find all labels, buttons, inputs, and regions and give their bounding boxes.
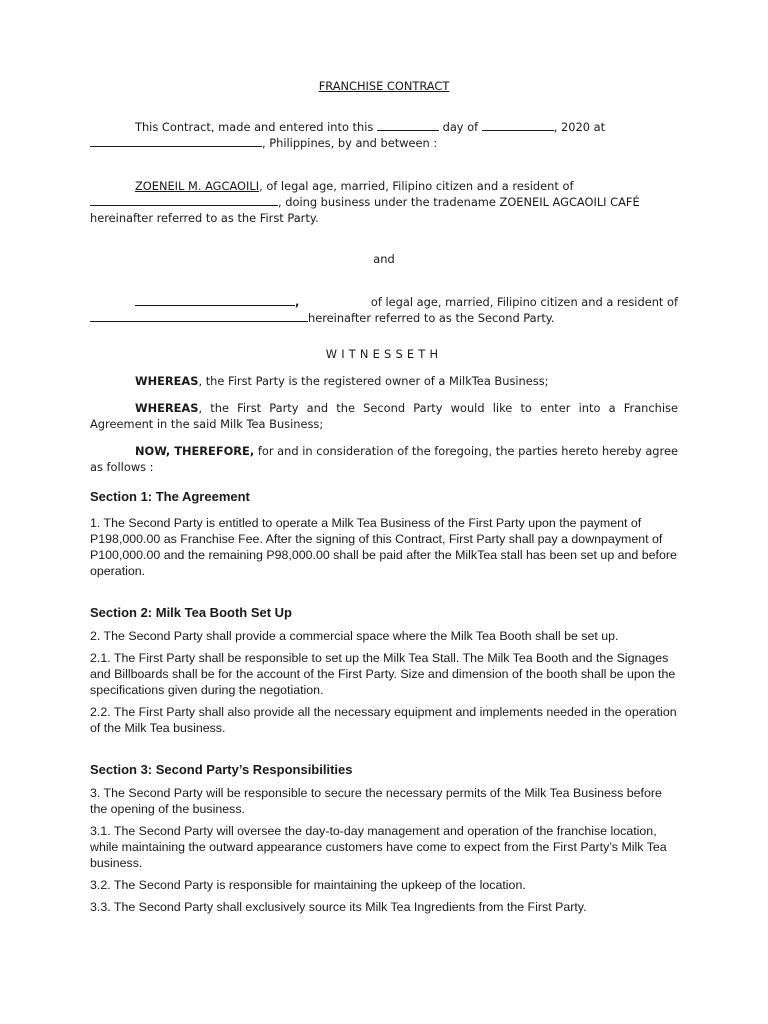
- whereas-2-lead: WHEREAS: [135, 401, 199, 415]
- second-party-line2: hereinafter referred to as the Second Party.: [308, 311, 555, 325]
- place-blank: [90, 135, 262, 147]
- section-1-para-1: 1. The Second Party is entitled to operate a Milk Tea Business of the First Party upon the payment of P198,000.00 as Franchise Fee. After the signing of this Contract, First Party shall pay a downpayment of P100,000.00 and the remaining P98,000.00 shall be paid after the MilkTea stall has been set up and before operation.: [90, 516, 677, 578]
- whereas-2-text: , the First Party and the Second Party would like to enter into a Franchise Agreement in the said Milk Tea Business;: [90, 401, 678, 431]
- section-3-para-1: 3. The Second Party will be responsible to secure the necessary permits of the Milk Tea Business before the opening of the business.: [90, 786, 662, 816]
- whereas-2: [90, 400, 678, 432]
- whereas-1-text: , the First Party is the registered owner of a MilkTea Business;: [198, 374, 549, 388]
- section-3-para-4: 3.3. The Second Party shall exclusively source its Milk Tea Ingredients from the First Party.: [90, 900, 587, 914]
- contract-page: [90, 78, 678, 915]
- second-party-paragraph: [90, 294, 678, 326]
- now-therefore-text: for and in consideration of the foregoing, the parties hereto hereby agree as follows :: [90, 444, 678, 474]
- section-2-para-3: 2.2. The First Party shall also provide all the necessary equipment and implements needed in the operation of the Milk Tea business.: [90, 705, 677, 735]
- second-party-name-blank: [135, 294, 295, 306]
- section-2-para-2: 2.1. The First Party shall be responsible to set up the Milk Tea Stall. The Milk Tea Booth and the Signages and Billboards shall be for the account of the First Party. Size and dimension of the booth shall be upon the specifications given during the negotiation.: [90, 651, 676, 697]
- intro-paragraph: [90, 119, 678, 151]
- first-party-name: ZOENEIL M. AGCAOILI: [135, 179, 260, 193]
- second-party-line1: of legal age, married, Filipino citizen and a resident of: [370, 295, 678, 309]
- day-blank: [377, 119, 439, 131]
- second-party-comma: ,: [295, 295, 300, 309]
- whereas-1-lead: WHEREAS: [135, 374, 199, 388]
- section-2: [90, 605, 678, 736]
- now-therefore-lead: NOW, THEREFORE,: [135, 444, 255, 458]
- first-party-paragraph: [90, 178, 678, 226]
- first-party-line3: hereinafter referred to as the First Party.: [90, 211, 319, 225]
- first-party-line1: , of legal age, married, Filipino citizen and a resident of: [259, 179, 574, 193]
- document-title: FRANCHISE CONTRACT: [318, 79, 450, 93]
- first-party-address-blank: [90, 194, 278, 206]
- intro-text-b: day of: [442, 120, 479, 134]
- and-text: and: [373, 252, 395, 266]
- section-3-para-2: 3.1. The Second Party will oversee the day-to-day management and operation of the franchise location, while maintaining the outward appearance customers have come to expect from the First Party’s Milk Tea business.: [90, 824, 667, 870]
- section-2-heading: Section 2: Milk Tea Booth Set Up: [90, 605, 293, 620]
- intro-text-d: , Philippines, by and between :: [262, 136, 438, 150]
- section-2-para-1: 2. The Second Party shall provide a commercial space where the Milk Tea Booth shall be set up.: [90, 629, 619, 643]
- second-party-address-blank: [90, 310, 308, 322]
- section-3: [90, 762, 678, 915]
- first-party-line2: , doing business under the tradename ZOENEIL AGCAOILI CAFÉ: [278, 195, 640, 209]
- section-3-para-3: 3.2. The Second Party is responsible for maintaining the upkeep of the location.: [90, 878, 526, 892]
- section-1-heading: Section 1: The Agreement: [90, 489, 250, 504]
- whereas-1: [90, 373, 678, 389]
- intro-text-a: This Contract, made and entered into this: [135, 120, 374, 134]
- section-1: [90, 489, 678, 579]
- section-3-heading: Section 3: Second Party’s Responsibilities: [90, 762, 353, 777]
- month-blank: [482, 119, 554, 131]
- now-therefore: [90, 443, 678, 475]
- witnesseth-heading: WITNESSETH: [325, 347, 443, 361]
- intro-text-c: , 2020 at: [553, 120, 606, 134]
